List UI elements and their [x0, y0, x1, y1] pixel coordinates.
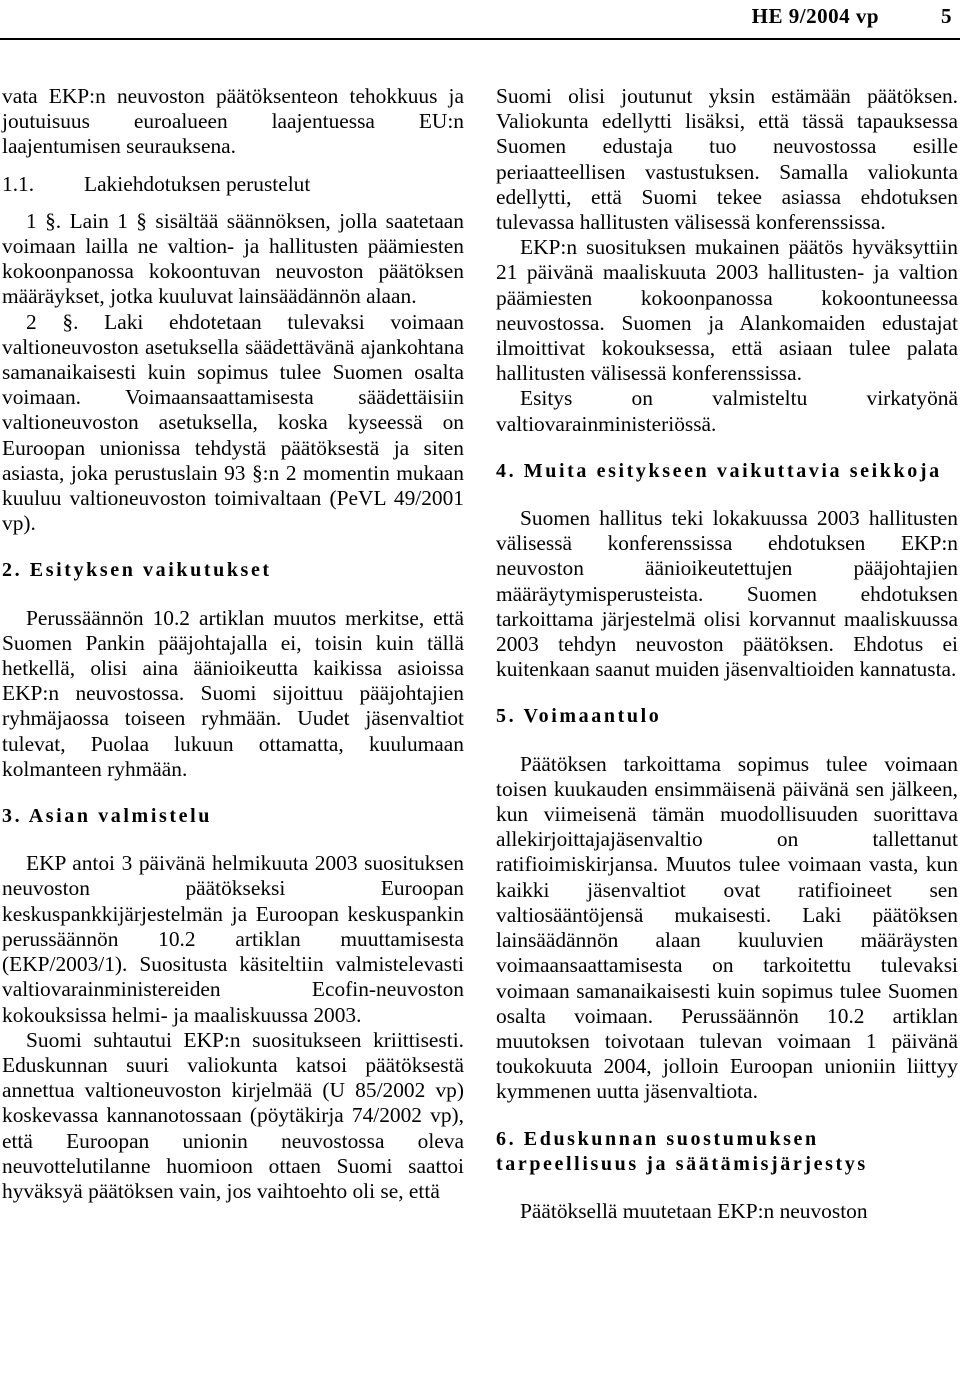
subheading-1-1 — [2, 172, 464, 197]
paragraph-section-2: 2 §. Laki ehdotetaan tulevaksi voimaan valtioneuvoston asetuksella säädettävänä ajankohtana samanaikaisesti kuin sopimus tulee Suomen osalta voimaan. Voimaansaattamisesta säädettäisiin valtioneuvoston asetuksella, koska kyseessä on Euroopan unionissa tehdystä päätöksestä ja siten asiasta, joka perustuslain 93 §:n 2 momentin mukaan kuuluu valtioneuvoston toimivaltaan (PeVL 49/2001 vp). — [2, 309, 464, 536]
paragraph-preparation-1: EKP antoi 3 päivänä helmikuuta 2003 suosituksen neuvoston päätökseksi Euroopan keskuspankkijärjestelmän ja Euroopan keskuspankin perussäännön 10.2 artiklan muuttamisesta (EKP/2003/1). Suositusta käsiteltiin valmistelevasti valtiovarainministereiden Ecofin-neuvoston kokouksissa helmi- ja maaliskuussa 2003. — [2, 851, 464, 1027]
paragraph-preparation-2: Suomi suhtautui EKP:n suositukseen kriittisesti. Eduskunnan suuri valiokunta katsoi päätöksestä annettua valtioneuvoston kirjelmää (U 85/2002 vp) koskevassa kannanotossaan (pöytäkirja 74/2002 vp), että Euroopan unionin neuvostossa oleva neuvottelutilanne huomioon ottaen Suomi saattoi hyväksyä päätöksen vain, jos vaihtoehto oli se, että — [2, 1027, 464, 1203]
paragraph-section-1: 1 §. Lain 1 § sisältää säännöksen, jolla saatetaan voimaan lailla ne valtion- ja hallitusten päämiesten kokoonpanossa kokoontuvan neuvoston päätöksen määräykset, jotka kuuluvat lainsäädännön alaan. — [2, 208, 464, 309]
page-number: 5 — [941, 4, 952, 28]
subheading-title: Lakiehdotuksen perustelut — [84, 171, 311, 196]
paragraph-other-matters: Suomen hallitus teki lokakuussa 2003 hallitusten välisessä konferenssissa ehdotuksen EKP:n neuvoston äänioikeutettujen pääjohtajien määräytymisperusteista. Suomen ehdotuksen tarkoittama järjestelmä olisi korvannut maaliskuussa 2003 tehdyn neuvoston päätöksen. Ehdotus ei kuitenkaan saanut muiden jäsenvaltioiden kannatusta. — [496, 506, 958, 682]
right-column — [496, 84, 958, 1224]
subheading-number: 1.1. — [2, 171, 35, 196]
paragraph-impacts: Perussäännön 10.2 artiklan muutos merkitse, että Suomen Pankin pääjohtajalla ei, toisin kuin tällä hetkellä, olisi aina äänioikeutta kaikissa asioissa EKP:n neuvostossa. Suomi sijoittuu pääjohtajien ryhmäjaossa toiseen ryhmään. Uudet jäsenvaltiot tulevat, Puolaa lukuun ottamatta, kuulumaan kolmanteen ryhmään. — [2, 605, 464, 781]
paragraph-entry-into-force: Päätöksen tarkoittama sopimus tulee voimaan toisen kuukauden ensimmäisenä päivänä sen jälkeen, kun viimeisenä tämän muodollisuuden suorittava allekirjoittajajäsenvaltio on tallettanut ratifioimiskirjansa. Muutos tulee voimaan vasta, kun kaikki jäsenvaltiot ovat ratifioineet sen valtiosääntöjensä mukaisesti. Laki päätöksen lainsäädännön alaan kuuluvien määräysten voimaansaattamisesta on tarkoitettu tulevaksi voimaan samanaikaisesti kuin sopimus tulee Suomen osalta voimaan. Perussäännön 10.2 artiklan muutoksen toivotaan tulevan voimaan 1 päivänä toukokuuta 2004, jolloin Euroopan unioniin liittyy kymmenen uutta jäsenvaltiota. — [496, 751, 958, 1104]
heading-esityksen-vaikutukset: 2. Esityksen vaikutukset — [2, 559, 272, 582]
paragraph-intro: vata EKP:n neuvoston päätöksenteon tehokkuus ja joutuisuus euroalueen laajentuessa EU:n laajentumisen seurauksena. — [2, 84, 464, 159]
paragraph-prepared: Esitys on valmisteltu virkatyönä valtiovarainministeriössä. — [496, 386, 958, 436]
document-id: HE 9/2004 vp — [751, 4, 879, 28]
heading-muita-seikkoja: 4. Muita esitykseen vaikuttavia seikkoja — [496, 459, 942, 482]
paragraph-consent: Päätöksellä muutetaan EKP:n neuvoston — [520, 1198, 868, 1223]
heading-asian-valmistelu: 3. Asian valmistelu — [2, 805, 212, 828]
paragraph-continuation: Suomi olisi joutunut yksin estämään päätöksen. Valiokunta edellytti lisäksi, että tässä tapauksessa Suomen edustaja tuo neuvostossa esille periaatteellisen vastustuksen. Samalla valiokunta edellytti, että Suomi tekee asiassa ehdotuksen tulevassa hallitusten välisessä konferenssissa. — [496, 84, 958, 235]
paragraph-ekp-decision: EKP:n suosituksen mukainen päätös hyväksyttiin 21 päivänä maaliskuuta 2003 hallitusten- ja valtion päämiesten kokoonpanossa kokoontuneessa neuvostossa. Suomen ja Alankomaiden edustajat ilmoittivat kokouksessa, että asiaan tulee palata hallitusten välisessä konferenssissa. — [496, 235, 958, 386]
header-rule — [0, 38, 960, 40]
heading-voimaantulo: 5. Voimaantulo — [496, 705, 662, 728]
page-header — [752, 4, 952, 29]
heading-eduskunnan-suostumus: 6. Eduskunnan suostumuksen tarpeellisuus ja säätämisjärjestys — [496, 1127, 868, 1175]
left-column — [2, 84, 464, 1204]
